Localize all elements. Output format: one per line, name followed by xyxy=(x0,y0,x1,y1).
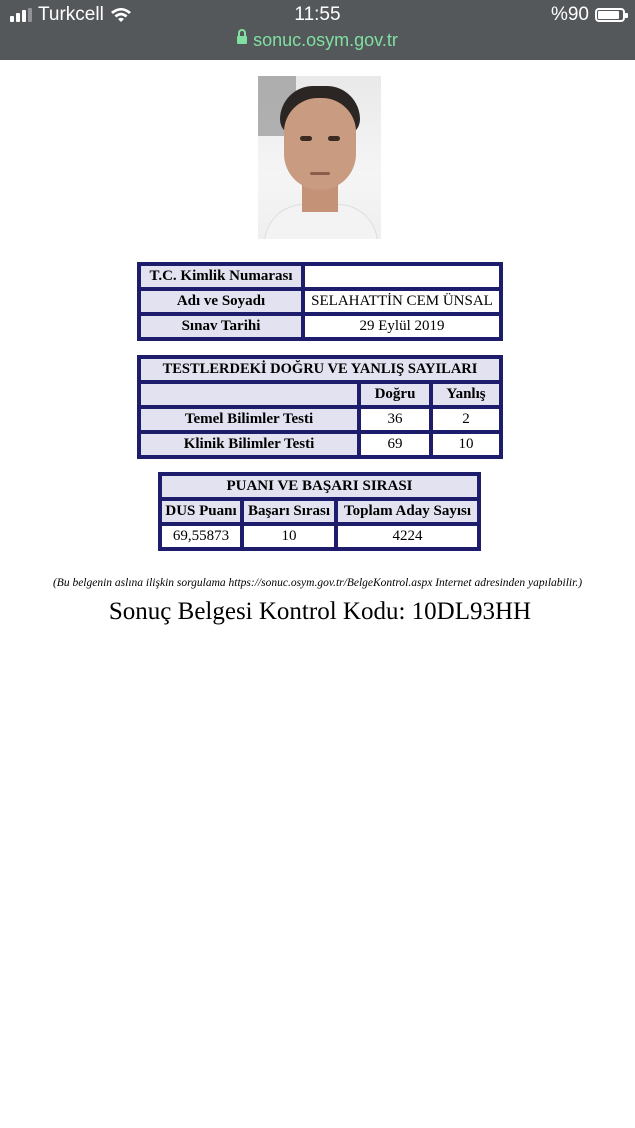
clock: 11:55 xyxy=(294,4,341,25)
candidate-photo xyxy=(258,76,381,239)
test-wrong: 10 xyxy=(431,432,501,457)
table-row xyxy=(160,474,479,499)
test-name: Klinik Bilimler Testi xyxy=(139,432,359,457)
wrong-header: Yanlış xyxy=(431,382,501,407)
identity-table xyxy=(137,262,503,341)
table-row xyxy=(160,499,479,524)
test-name: Temel Bilimler Testi xyxy=(139,407,359,432)
carrier-name: Turkcell xyxy=(38,4,104,25)
tests-title: TESTLERDEKİ DOĞRU VE YANLIŞ SAYILARI xyxy=(139,357,501,382)
table-row xyxy=(139,432,501,457)
table-row xyxy=(139,264,501,289)
control-code: Sonuç Belgesi Kontrol Kodu: 10DL93HH xyxy=(108,598,532,625)
tc-label: T.C. Kimlik Numarası xyxy=(139,264,303,289)
score-header: DUS Puanı xyxy=(160,499,242,524)
date-label: Sınav Tarihi xyxy=(139,314,303,339)
battery-icon xyxy=(595,8,625,22)
status-bar xyxy=(0,0,635,60)
test-wrong: 2 xyxy=(431,407,501,432)
rank-header: Başarı Sırası xyxy=(242,499,336,524)
name-value: SELAHATTİN CEM ÜNSAL xyxy=(303,289,501,314)
rank-value: 10 xyxy=(242,524,336,549)
tests-table xyxy=(137,355,503,459)
score-table xyxy=(158,472,481,551)
table-row xyxy=(139,357,501,382)
correct-header: Doğru xyxy=(359,382,431,407)
table-row xyxy=(160,524,479,549)
lock-icon xyxy=(237,36,247,44)
table-row xyxy=(139,289,501,314)
tests-blank-header xyxy=(139,382,359,407)
battery-group xyxy=(551,4,625,26)
table-row xyxy=(139,382,501,407)
score-title: PUANI VE BAŞARI SIRASI xyxy=(160,474,479,499)
table-row xyxy=(139,407,501,432)
score-value: 69,55873 xyxy=(160,524,242,549)
name-label: Adı ve Soyadı xyxy=(139,289,303,314)
address-bar[interactable] xyxy=(0,30,635,51)
total-value: 4224 xyxy=(336,524,479,549)
verification-note: (Bu belgenin aslına ilişkin sorgulama https://sonuc.osym.gov.tr/BelgeKontrol.aspx Internet adresinden yapılabilir.) xyxy=(52,577,583,589)
url-text: sonuc.osym.gov.tr xyxy=(253,30,398,50)
total-header: Toplam Aday Sayısı xyxy=(336,499,479,524)
test-correct: 69 xyxy=(359,432,431,457)
date-value: 29 Eylül 2019 xyxy=(303,314,501,339)
battery-percent: %90 xyxy=(550,4,589,25)
table-row xyxy=(139,314,501,339)
test-correct: 36 xyxy=(359,407,431,432)
tc-value xyxy=(303,264,501,289)
